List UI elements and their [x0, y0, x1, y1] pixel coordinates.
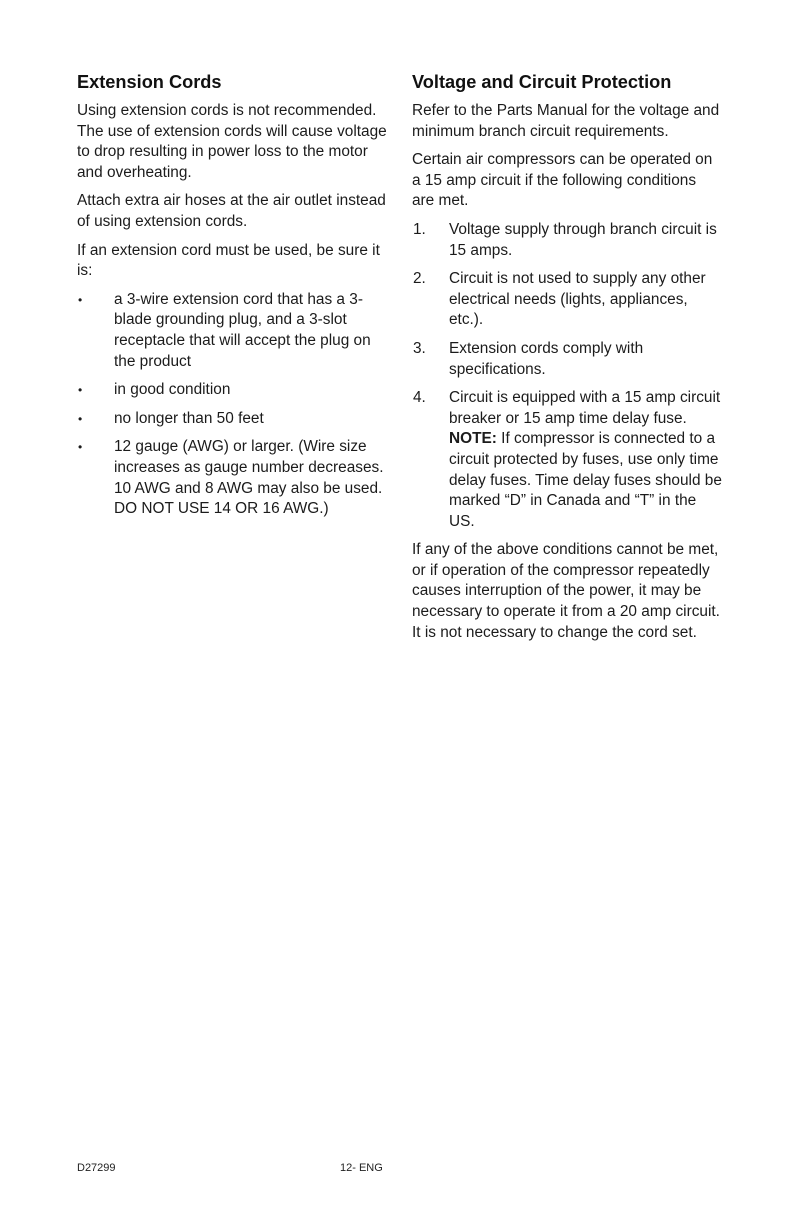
list-item-number: 3.: [413, 339, 426, 357]
extension-cords-section: [77, 70, 389, 528]
voltage-circuit-section: [412, 70, 722, 651]
list-item-number: 4.: [413, 389, 426, 407]
bullet-icon: •: [78, 440, 83, 455]
list-item-number: 1.: [413, 220, 426, 238]
document-code: D27299: [77, 1162, 116, 1174]
voltage-circuit-heading: Voltage and Circuit Protection: [412, 72, 672, 92]
voltage-intro-paragraph-1: Refer to the Parts Manual for the voltage and minimum branch circuit requirements.: [412, 102, 720, 140]
extension-cords-paragraph-3: If an extension cord must be used, be sure it is:: [77, 241, 380, 280]
list-item: [77, 409, 389, 430]
voltage-closing-paragraph: If any of the above conditions cannot be met, or if operation of the compressor repeatedly causes interruption of the power, it may be necessary to operate it from a 20 amp circuit. It is not necessary to change the cord set.: [412, 541, 720, 641]
list-item: [412, 269, 722, 331]
voltage-intro-paragraph-2: Certain air compressors can be operated on a 15 amp circuit if the following conditions are met.: [412, 151, 713, 210]
list-item: [412, 220, 722, 261]
note-text: If compressor is connected to a circuit protected by fuses, use only time delay fuses. Time delay fuses should be marked “D” in Canada and “T” in the US.: [449, 430, 722, 530]
bullet-icon: •: [78, 383, 83, 398]
note-label: NOTE:: [449, 430, 497, 448]
list-item-text: Circuit is not used to supply any other electrical needs (lights, appliances, etc.).: [449, 270, 706, 329]
list-item-text: 12 gauge (AWG) or larger. (Wire size increases as gauge number decreases. 10 AWG and 8 AWG may also be used. DO NOT USE 14 OR 16 AWG.): [114, 438, 384, 518]
list-item-text: Extension cords comply with specifications.: [449, 339, 644, 378]
list-item: [77, 290, 389, 372]
extension-cords-paragraph-2: Attach extra air hoses at the air outlet instead of using extension cords.: [77, 192, 386, 230]
bullet-icon: •: [78, 411, 83, 426]
list-item-text: Voltage supply through branch circuit is 15 amps.: [449, 220, 717, 259]
list-item-text: in good condition: [114, 381, 231, 399]
list-item: [412, 388, 722, 532]
extension-cord-requirements-list: [77, 290, 389, 520]
circuit-conditions-list: [412, 220, 722, 532]
bullet-icon: •: [78, 292, 83, 307]
list-item: [77, 437, 389, 519]
list-item-text: no longer than 50 feet: [114, 409, 264, 427]
list-item-number: 2.: [413, 270, 426, 288]
list-item-text: Circuit is equipped with a 15 amp circuit breaker or 15 amp time delay fuse.: [449, 389, 721, 427]
list-item: [412, 339, 722, 380]
extension-cords-heading: Extension Cords: [77, 72, 222, 92]
list-item-text: a 3-wire extension cord that has a 3-blade grounding plug, and a 3-slot receptacle that will accept the plug on the product: [114, 290, 371, 370]
extension-cords-paragraph-1: Using extension cords is not recommended. The use of extension cords will cause voltage to drop resulting in power loss to the motor and overheating.: [77, 102, 387, 181]
page-number: 12- ENG: [340, 1162, 383, 1174]
list-item: [77, 380, 389, 401]
